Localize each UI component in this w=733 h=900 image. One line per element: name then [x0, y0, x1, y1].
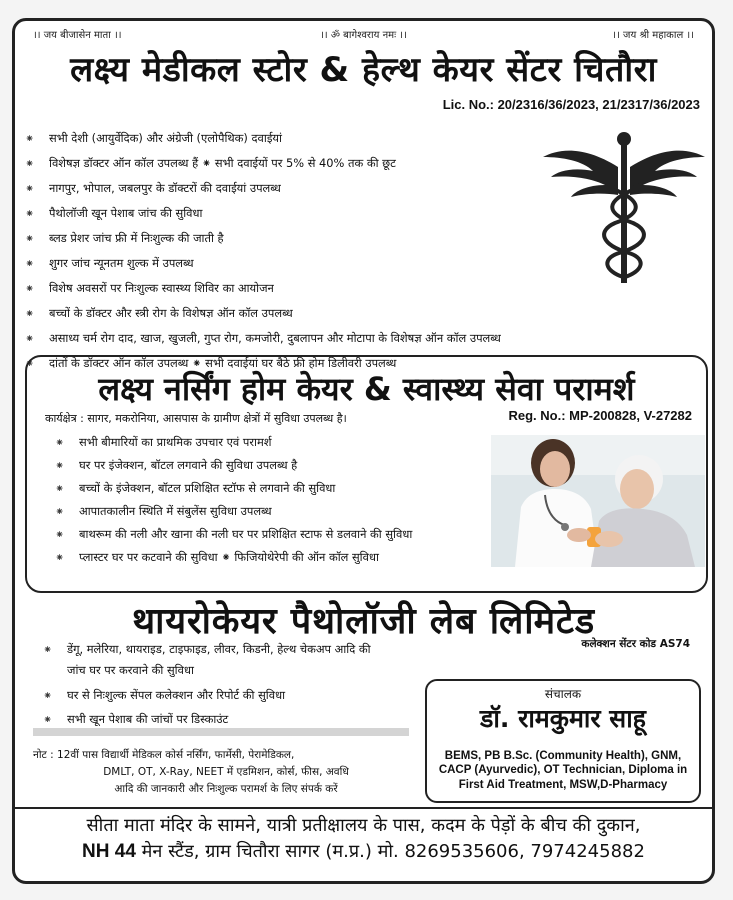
asterisk-icon: ⁕	[25, 157, 35, 170]
highway-label: NH 44	[82, 840, 136, 862]
advertisement-page	[12, 18, 715, 884]
asterisk-icon: ⁕	[25, 207, 35, 220]
license-number: Lic. No.: 20/2316/36/2023, 21/2317/36/2023	[442, 97, 700, 112]
list-item: ⁕ दांतों के डॉक्टर ऑन कॉल उपलब्ध ⁕ सभी दवाईयां घर बैठे फ्री होम डिलीवरी उपलब्ध	[25, 356, 397, 370]
asterisk-icon: ⁕	[55, 459, 65, 472]
asterisk-icon: ⁕	[43, 689, 53, 702]
footer-divider	[15, 807, 712, 809]
registration-number: Reg. No.: MP-200828, V-27282	[508, 408, 692, 423]
list-item: ⁕ ब्लड प्रेशर जांच फ्री में निःशुल्क की जाती है	[25, 231, 224, 245]
nursing-section	[25, 355, 708, 593]
asterisk-icon: ⁕	[55, 528, 65, 541]
motto-right: ।। जय श्री महाकाल ।।	[612, 30, 694, 41]
note-line-3: आदि की जानकारी और निःशुल्क परामर्श के लिए संपर्क करें	[114, 783, 338, 795]
note-divider	[33, 728, 409, 736]
asterisk-icon: ⁕	[43, 713, 53, 726]
asterisk-icon: ⁕	[25, 307, 35, 320]
caduceus-icon	[543, 127, 705, 287]
list-item: ⁕ सभी देशी (आयुर्वेदिक) और अंग्रेजी (एलोपैथिक) दवाईयां	[25, 131, 282, 145]
list-item: ⁕ घर पर इंजेक्शन, बॉटल लगवाने की सुविधा उपलब्ध है	[55, 458, 298, 472]
mottos-row	[33, 27, 694, 43]
lab-title: थायरोकेयर पैथोलॉजी लेब लिमिटेड	[132, 601, 595, 642]
nurse-elderly-care-photo	[491, 435, 705, 567]
list-item: ⁕ नागपुर, भोपाल, जबलपुर के डॉक्टरों की दवाईयां उपलब्ध	[25, 181, 281, 195]
service-area: कार्यक्षेत्र : सागर, मकरोनिया, आसपास के ग्रामीण क्षेत्रों में सुविधा उपलब्ध है।	[45, 412, 347, 425]
store-title: लक्ष्य मेडीकल स्टोर & हेल्थ केयर सेंटर चितौरा	[70, 50, 657, 90]
asterisk-icon: ⁕	[55, 482, 65, 495]
address-line-2	[15, 839, 712, 866]
asterisk-icon: ⁕	[55, 551, 65, 564]
director-name: डॉ. रामकुमार साहू	[480, 704, 646, 733]
asterisk-icon: ⁕	[25, 357, 35, 370]
asterisk-icon: ⁕	[25, 257, 35, 270]
motto-center: ।। ॐ बागेश्वराय नमः ।।	[320, 30, 407, 41]
list-item: ⁕ डेंगू, मलेरिया, थायराइड, टाइफाइड, लीवर, किडनी, हेल्थ चेकअप आदि की	[43, 642, 371, 656]
asterisk-icon: ⁕	[25, 132, 35, 145]
list-item: ⁕ बच्चों के इंजेक्शन, बॉटल प्रशिक्षित स्टॉफ से लगवाने की सुविधा	[55, 481, 336, 495]
address-contact: मेन स्टैंड, ग्राम चितौरा सागर (म.प्र.) मो. 8269535606, 7974245882	[135, 840, 645, 862]
asterisk-icon: ⁕	[43, 643, 53, 656]
list-item: ⁕ सभी बीमारियों का प्राथमिक उपचार एवं परामर्श	[55, 435, 272, 449]
list-item: ⁕ घर से निःशुल्क सेंपल कलेक्शन और रिपोर्ट की सुविधा	[43, 688, 286, 702]
list-item: ⁕ असाध्य चर्म रोग दाद, खाज, खुजली, गुप्त रोग, कमजोरी, दुबलापन और मोटापा के विशेषज्ञ ऑन कॉल उपलब्ध	[25, 331, 501, 345]
asterisk-icon: ⁕	[55, 505, 65, 518]
motto-left: ।। जय बीजासेन माता ।।	[33, 30, 122, 41]
director-qualifications: BEMS, PB B.Sc. (Community Health), GNM, CACP (Ayurvedic), OT Technician, Diploma in First Aid Treatment, MSW,D-Pharmacy	[438, 750, 688, 791]
asterisk-icon: ⁕	[25, 182, 35, 195]
admission-note	[33, 747, 419, 798]
director-label: संचालक	[544, 687, 582, 701]
list-item: ⁕ बच्चों के डॉक्टर और स्त्री रोग के विशेषज्ञ ऑन कॉल उपलब्ध	[25, 306, 293, 320]
list-item: ⁕ पैथोलॉजी खून पेशाब जांच की सुविधा	[25, 206, 203, 220]
list-item: ⁕ शुगर जांच न्यूनतम शुल्क में उपलब्ध	[25, 256, 194, 270]
note-line-2: DMLT, OT, X-Ray, NEET में एडमिशन, कोर्स, फीस, अवधि	[103, 766, 349, 778]
asterisk-icon: ⁕	[25, 232, 35, 245]
list-item: ⁕ विशेषज्ञ डॉक्टर ऑन कॉल उपलब्ध हैं ⁕ सभी दवाईयों पर 5% से 40% तक की छूट	[25, 156, 396, 170]
asterisk-icon: ⁕	[25, 282, 35, 295]
asterisk-icon: ⁕	[55, 436, 65, 449]
list-item: ⁕ बाथरूम की नली और खाना की नली घर पर प्रशिक्षित स्टाफ से डलवाने की सुविधा	[55, 527, 413, 541]
footer-address	[15, 813, 712, 866]
director-box	[425, 679, 701, 803]
asterisk-icon: ⁕	[25, 332, 35, 345]
list-item: ⁕ प्लास्टर घर पर कटवाने की सुविधा ⁕ फिजियोथेरेपी की ऑन कॉल सुविधा	[55, 550, 379, 564]
address-line-1: सीता माता मंदिर के सामने, यात्री प्रतीक्षालय के पास, कदम के पेड़ों के बीच की दुकान,	[86, 815, 641, 836]
collection-center-code: कलेक्शन सेंटर कोड AS74	[581, 638, 690, 650]
list-item: ⁕ सभी खून पेशाब की जांचों पर डिस्काउंट	[43, 712, 229, 726]
list-item-continuation: जांच घर पर करवाने की सुविधा	[67, 663, 194, 677]
list-item: ⁕ विशेष अवसरों पर निःशुल्क स्वास्थ्य शिविर का आयोजन	[25, 281, 274, 295]
nursing-title: लक्ष्य नर्सिंग होम केयर & स्वास्थ्य सेवा परामर्श	[98, 370, 635, 408]
note-line-1: नोट : 12वीं पास विद्यार्थी मेडिकल कोर्स नर्सिंग, फार्मेसी, पेरामेडिकल,	[33, 749, 295, 761]
list-item: ⁕ आपातकालीन स्थिति में संबुलेंस सुविधा उपलब्ध	[55, 504, 272, 518]
